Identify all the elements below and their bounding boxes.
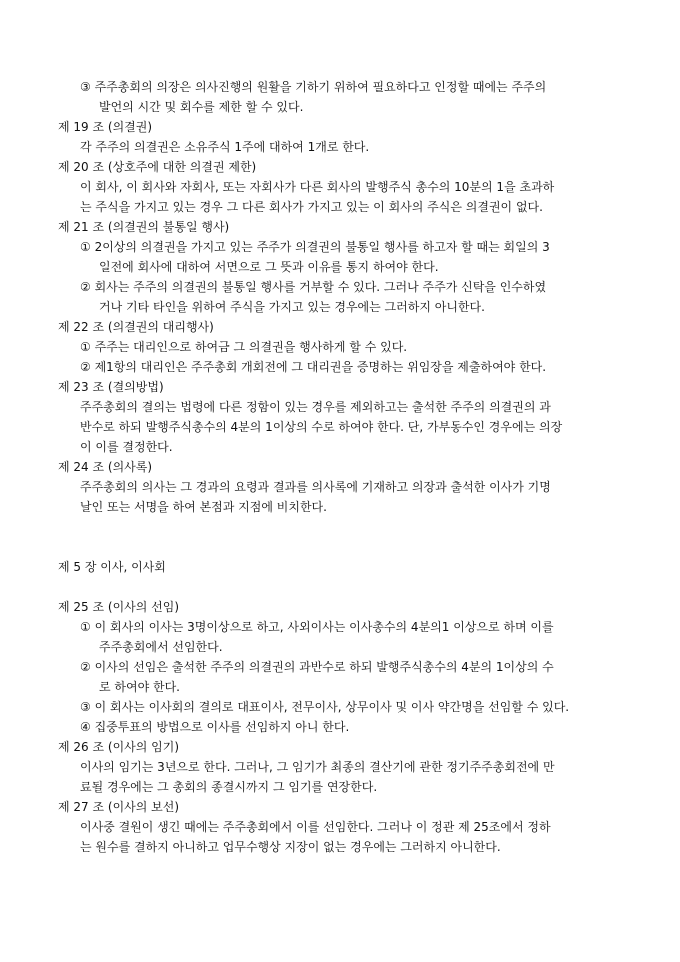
article-25-item-2: ② 이사의 선임은 출석한 주주의 의결권의 과반수로 하되 발행주식총수의 4분의 1이상의 수 <box>80 660 554 674</box>
article-23-heading: 제 23 조 (결의방법) <box>58 380 164 394</box>
article-24-body-1: 주주총회의 의사는 그 경과의 요령과 결과를 의사록에 기재하고 의장과 출석한 이사가 기명 <box>80 480 551 494</box>
article-21-item-2: ② 회사는 주주의 의결권의 불통일 행사를 거부할 수 있다. 그러나 주주가 신탁을 인수하였 <box>80 280 547 294</box>
article-18-item-3-cont: 발언의 시간 및 회수를 제한 할 수 있다. <box>99 100 304 114</box>
article-23-body-2: 반수로 하되 발행주식총수의 4분의 1이상의 수로 하여야 한다. 단, 가부동수인 경우에는 의장 <box>80 420 563 434</box>
article-20-heading: 제 20 조 (상호주에 대한 의결권 제한) <box>58 160 257 174</box>
article-27-body-1: 이사중 결원이 생긴 때에는 주주총회에서 이를 선임한다. 그러나 이 정관 제 25조에서 정하 <box>80 820 551 834</box>
article-18-item-3: ③ 주주총회의 의장은 의사진행의 원활을 기하기 위하여 필요하다고 인정할 때에는 주주의 <box>80 80 547 94</box>
article-22-item-1: ① 주주는 대리인으로 하여금 그 의결권을 행사하게 할 수 있다. <box>80 340 408 354</box>
article-21-item-1-cont: 일전에 회사에 대하여 서면으로 그 뜻과 이유를 통지 하여야 한다. <box>99 260 439 274</box>
chapter-5-heading: 제 5 장 이사, 이사회 <box>58 560 166 574</box>
article-22-item-2: ② 제1항의 대리인은 주주총회 개회전에 그 대리권을 증명하는 위임장을 제출하여야 한다. <box>80 360 547 374</box>
article-20-body-1: 이 회사, 이 회사와 자회사, 또는 자회사가 다른 회사의 발행주식 총수의 10분의 1을 초과하 <box>80 180 555 194</box>
article-24-heading: 제 24 조 (의사록) <box>58 460 153 474</box>
article-23-body-1: 주주총회의 결의는 법령에 다른 정함이 있는 경우를 제외하고는 출석한 주주의 의결권의 과 <box>80 400 551 414</box>
article-21-item-2-cont: 거나 기타 타인을 위하여 주식을 가지고 있는 경우에는 그러하지 아니한다. <box>99 300 485 314</box>
article-26-heading: 제 26 조 (이사의 임기) <box>58 740 180 754</box>
article-25-item-1: ① 이 회사의 이사는 3명이상으로 하고, 사외이사는 이사총수의 4분의1 이상으로 하며 이를 <box>80 620 554 634</box>
article-25-item-2-cont: 로 하여야 한다. <box>99 680 180 694</box>
article-25-item-1-cont: 주주총회에서 선임한다. <box>99 640 223 654</box>
article-25-heading: 제 25 조 (이사의 선임) <box>58 600 180 614</box>
article-23-body-3: 이 이를 결정한다. <box>80 440 173 454</box>
article-27-heading: 제 27 조 (이사의 보선) <box>58 800 180 814</box>
article-21-item-1: ① 2이상의 의결권을 가지고 있는 주주가 의결권의 불통일 행사를 하고자 할 때는 회일의 3 <box>80 240 550 254</box>
article-25-item-3: ③ 이 회사는 이사회의 결의로 대표이사, 전무이사, 상무이사 및 이사 약간명을 선임할 수 있다. <box>80 700 570 714</box>
article-25-item-4: ④ 집중투표의 방법으로 이사를 선임하지 아니 한다. <box>80 720 350 734</box>
article-19-body: 각 주주의 의결권은 소유주식 1주에 대하여 1개로 한다. <box>80 140 370 154</box>
article-20-body-2: 는 주식을 가지고 있는 경우 그 다른 회사가 가지고 있는 이 회사의 주식은 의결권이 없다. <box>80 200 543 214</box>
article-19-heading: 제 19 조 (의결권) <box>58 120 153 134</box>
article-22-heading: 제 22 조 (의결권의 대리행사) <box>58 320 214 334</box>
article-24-body-2: 날인 또는 서명을 하여 본점과 지점에 비치한다. <box>80 500 327 514</box>
article-21-heading: 제 21 조 (의결권의 불통일 행사) <box>58 220 230 234</box>
article-27-body-2: 는 원수를 결하지 아니하고 업무수행상 지장이 없는 경우에는 그러하지 아니한다. <box>80 840 501 854</box>
article-26-body-2: 료될 경우에는 그 총회의 종결시까지 그 임기를 연장한다. <box>80 780 378 794</box>
article-26-body-1: 이사의 임기는 3년으로 한다. 그러나, 그 임기가 최종의 결산기에 관한 정기주주총회전에 만 <box>80 760 555 774</box>
